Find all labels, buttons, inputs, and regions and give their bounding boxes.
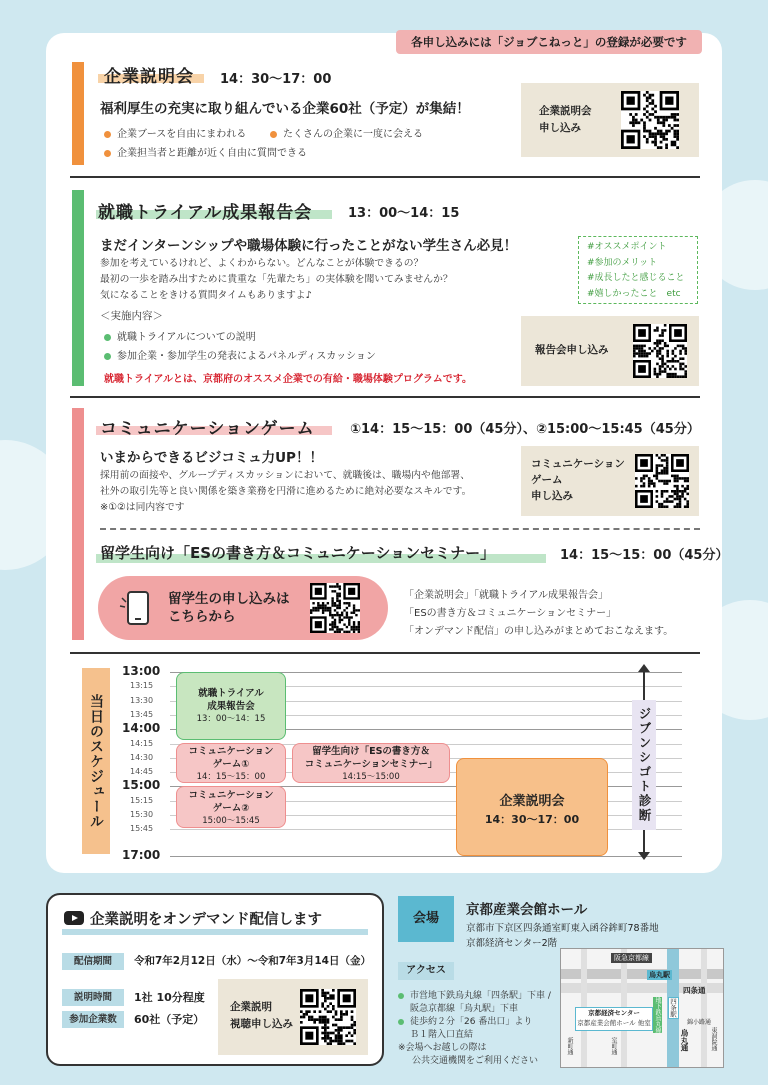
section2-bullet: 就職トライアルについての説明 <box>104 328 256 343</box>
schedule-block-game2: コミュニケーション ゲーム② 15:00～15:45 <box>176 786 286 828</box>
time-tick: 13:00 <box>122 664 161 678</box>
apply-label: 企業説明会 <box>539 105 592 117</box>
diagnosis-label: ジブンシゴト診断 <box>632 700 656 830</box>
info-label: 説明時間 <box>62 989 124 1006</box>
section2-text: 最初の一歩を踏み出すために貴重な「先輩たち」の実体験を聞いてみませんか？ <box>100 274 453 285</box>
section2-text: 参加を考えているけれど、よくわからない。どんなことが体験できるの？ <box>100 258 424 269</box>
youtube-icon <box>64 911 84 925</box>
section2-time: 13：00～14：15 <box>348 206 460 221</box>
schedule-block-game1: コミュニケーション ゲーム① 14：15～15：00 <box>176 743 286 783</box>
section2-bullet: 参加企業・参加学生の発表によるパネルディスカッション <box>104 347 376 362</box>
section1-title: 企業説明会 <box>104 67 194 87</box>
time-tick: 14:30 <box>130 752 154 762</box>
section1-bullet: 企業ブースを自由にまわれる <box>104 125 246 140</box>
map-shinmachi: 新町通 <box>566 1037 573 1055</box>
road <box>701 949 707 1067</box>
intl-note: 「オンデマンド配信」の申し込みがまとめておこなえます。 <box>404 626 674 637</box>
apply-label: コミュニケーション <box>531 458 625 470</box>
section1-time: 14：30～17：00 <box>220 72 332 87</box>
ondemand-apply-box[interactable] <box>218 979 368 1055</box>
ondemand-panel <box>46 893 384 1066</box>
time-tick: 15:45 <box>130 824 154 834</box>
section-divider <box>70 396 700 398</box>
dashed-divider <box>100 528 700 530</box>
venue-label: 会場 <box>398 896 454 942</box>
schedule-block-fair: 企業説明会 14：30～17：00 <box>456 758 608 856</box>
smartphone-icon <box>118 588 158 628</box>
intl-apply-label: こちらから <box>168 609 236 625</box>
section1-bar <box>72 62 84 165</box>
section3-time: ①14：15～15：00（45分）、②15:00～15:45（45分） <box>350 422 700 437</box>
time-tick: 14:15 <box>130 738 154 748</box>
map-karasuma: 烏丸通 <box>680 1029 689 1052</box>
hashtag: #オススメポイント <box>587 242 667 252</box>
section3-bar <box>72 408 84 640</box>
section4-time: 14：15～15：00（45分） <box>560 548 729 563</box>
access-map <box>560 948 724 1068</box>
section3-text: 社外の取引先等と良い関係を築き業務を円滑に進めるために絶対必要なスキルです。 <box>100 486 472 497</box>
apply-label: 申し込み <box>539 122 581 134</box>
registration-note: 各申し込みには「ジョブこねっと」の登録が必要です <box>396 30 702 54</box>
info-value: 60社（予定） <box>134 1013 205 1026</box>
map-karasuma-station: 烏丸駅 <box>649 971 670 979</box>
qr-code-icon[interactable] <box>633 324 687 378</box>
access-label: アクセス <box>398 962 454 980</box>
time-tick: 15:15 <box>130 795 154 805</box>
arrow-head-down <box>638 852 650 860</box>
section1-apply-box[interactable] <box>521 83 699 157</box>
apply-label: 申し込み <box>531 490 573 502</box>
apply-label: 企業説明 <box>230 1001 272 1013</box>
venue-name: 京都産業会館ホール <box>466 902 588 918</box>
time-tick: 17:00 <box>122 848 161 862</box>
map-hankyu: 阪急京都線 <box>611 953 652 963</box>
map-shijo-station: 四条駅 <box>669 998 677 1018</box>
venue-address: 京都経済センター2階 <box>466 938 558 949</box>
qr-code-icon[interactable] <box>621 91 679 149</box>
section1-bullet: たくさんの企業に一度に会える <box>270 125 423 140</box>
section1-lead: 福利厚生の充実に取り組んでいる企業60社（予定）が集結！ <box>100 101 470 117</box>
venue-address: 京都市下京区四条通室町東入函谷鉾町78番地 <box>466 923 659 934</box>
section-divider <box>70 176 700 178</box>
section1-bullet: 企業担当者と距離が近く自由に質問できる <box>104 144 307 159</box>
section3-text: 採用前の面接や、グループディスカッションにおいて、就職後は、職場内や他部署、 <box>100 470 471 481</box>
section4-title: 留学生向け「ESの書き方＆コミュニケーションセミナー」 <box>100 544 496 562</box>
schedule-label: 当日のスケジュール <box>82 668 110 854</box>
hashtag-box <box>578 236 698 304</box>
hashtag: #参加のメリット <box>587 257 658 268</box>
info-label: 参加企業数 <box>62 1011 124 1028</box>
time-tick: 13:15 <box>130 681 154 691</box>
apply-label: ゲーム <box>531 474 563 486</box>
grid-line <box>170 856 682 857</box>
time-tick: 13:45 <box>130 709 154 719</box>
info-value: 1社 10分程度 <box>134 991 205 1004</box>
intl-note: 「ESの書き方＆コミュニケーションセミナー」 <box>404 608 617 619</box>
section3-lead: いまからできるビジコミュ力UP！！ <box>100 450 323 466</box>
section2-title: 就職トライアル成果報告会 <box>98 203 313 223</box>
apply-label: 報告会申し込み <box>535 344 609 356</box>
time-tick: 14:45 <box>130 767 154 777</box>
section2-content-heading: ＜実施内容＞ <box>100 310 163 322</box>
section3-apply-box[interactable] <box>521 446 699 516</box>
section2-text: 気になることをきける質問タイムもありますよ♪ <box>100 290 312 301</box>
info-value: 令和7年2月12日（水）～令和7年3月14日（金） <box>134 955 371 967</box>
hashtag: #成長したと感じること <box>587 273 685 283</box>
schedule-block-intl: 留学生向け「ESの書き方＆ コミュニケーションセミナー」 14:15～15:00 <box>292 743 450 783</box>
section2-apply-box[interactable] <box>521 316 699 386</box>
section2-note: 就職トライアルとは、京都府のオススメ企業での有給・職場体験プログラムです。 <box>104 374 472 385</box>
qr-code-icon[interactable] <box>300 989 356 1045</box>
info-label: 配信期間 <box>62 953 124 970</box>
time-tick: 15:00 <box>122 778 161 793</box>
map-shijo: 四条通 <box>683 986 706 995</box>
time-tick: 15:30 <box>130 810 154 819</box>
arrow-head-up <box>638 664 650 672</box>
schedule-block-trial: 就職トライアル 成果報告会 13：00～14：15 <box>176 672 286 740</box>
map-subway: 地下鉄烏丸線 <box>654 997 661 1033</box>
hashtag: #嬉しかったこと etc <box>587 288 681 299</box>
intl-apply-button[interactable] <box>98 576 388 640</box>
intl-note: 「企業説明会」「就職トライアル成果報告会」 <box>404 590 608 601</box>
map-center: 京都経済センター 京都産業会館ホール 他室 <box>575 1007 653 1031</box>
apply-label: 視聴申し込み <box>230 1018 293 1030</box>
section2-lead: まだインターンシップや職場体験に行ったことがない学生さん必見！ <box>100 238 518 254</box>
section3-title: コミュニケーションゲーム <box>100 419 315 439</box>
ondemand-title: 企業説明をオンデマンド配信します <box>90 912 322 928</box>
section-divider <box>70 652 700 654</box>
map-higashinotoin: 東洞院通 <box>710 1027 717 1051</box>
qr-code-icon[interactable] <box>310 583 360 633</box>
map-muromachi: 室町通 <box>610 1037 617 1055</box>
time-tick: 13:30 <box>130 695 154 705</box>
access-text: 市営地下鉄烏丸線「四条駅」下車 / 阪急京都線「烏丸駅」下車 徒歩約２分「26 番出口」より Ｂ１階入口直結 ※会場へお越しの際は 公共交通機関をご利用ください <box>398 991 551 1066</box>
section3-text: ※①②は同内容です <box>100 502 185 513</box>
intl-apply-label: 留学生の申し込みは <box>168 591 290 607</box>
qr-code-icon[interactable] <box>635 454 689 508</box>
title-underline <box>62 929 368 935</box>
map-nishiki: 錦小路通 <box>687 1019 712 1026</box>
time-tick: 14:00 <box>122 721 161 736</box>
section2-bar <box>72 190 84 386</box>
